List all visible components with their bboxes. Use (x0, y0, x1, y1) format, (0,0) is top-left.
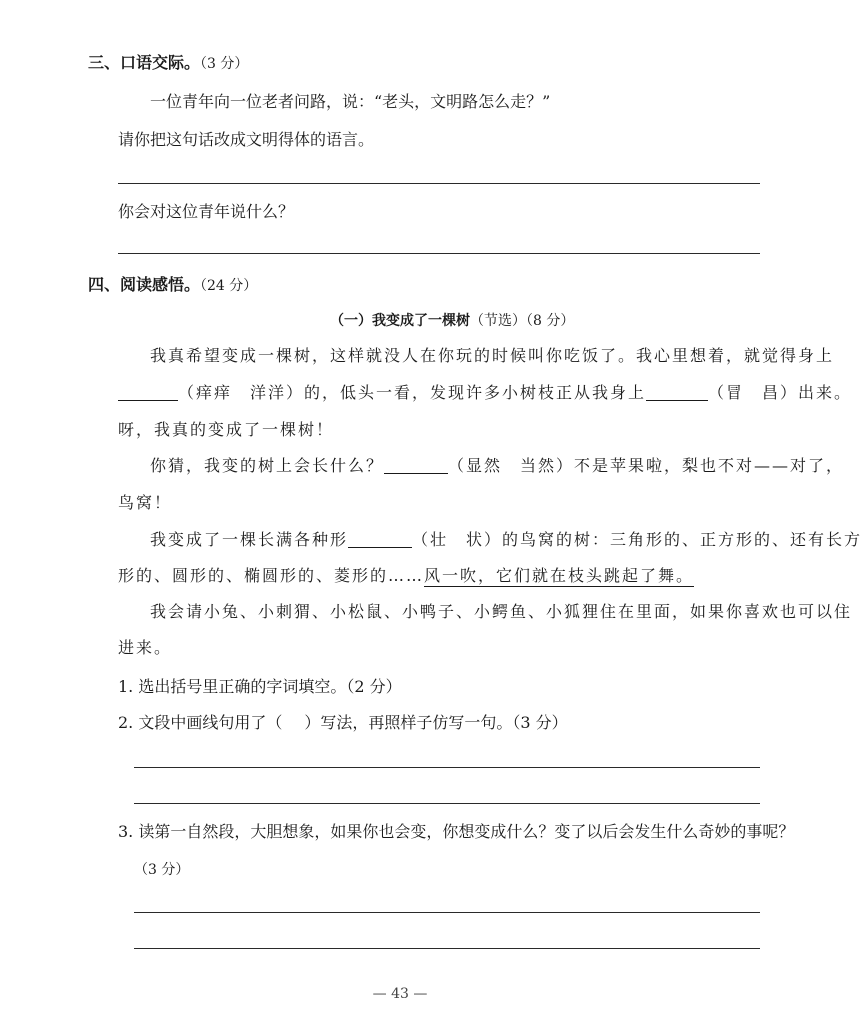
section3-task1: 请你把这句话改成文明得体的语言。 (118, 130, 375, 149)
question-1: 1. 选出括号里正确的字词填空。（2 分） (118, 677, 402, 696)
p1-line2 (118, 383, 852, 403)
answer-line[interactable] (134, 767, 760, 768)
p1-line3: 呀，我真的变成了一棵树！ (118, 420, 335, 439)
p2-line1 (150, 456, 844, 476)
fill-blank[interactable] (118, 400, 178, 401)
section4-heading (88, 275, 257, 296)
fill-blank[interactable] (384, 473, 448, 474)
p1-line2a: （痒痒 洋洋）的，低头一看，发现许多小树枝正从我身上 (178, 383, 647, 402)
passage-title (330, 311, 574, 331)
answer-line[interactable] (134, 948, 760, 949)
section4-score: （24 分） (200, 278, 258, 294)
passage-note: （节选） (470, 313, 526, 329)
underlined-sentence: 风一吹，它们就在枝头跳起了舞。 (424, 566, 695, 585)
passage-title-text: （一）我变成了一棵树 (330, 313, 470, 329)
section3-score: （3 分） (200, 56, 249, 72)
p2-line2: 鸟窝！ (118, 493, 173, 512)
p3-line1b: （壮 状）的鸟窝的树：三角形的、正方形的、还有长方 (412, 530, 862, 549)
p2-line1a: 你猜，我变的树上会长什么？ (150, 456, 385, 475)
section4-title: 四、阅读感悟。 (88, 275, 201, 294)
answer-line[interactable] (134, 803, 760, 804)
fill-blank[interactable] (348, 547, 412, 548)
answer-line[interactable] (118, 183, 760, 184)
p4-line1: 我会请小兔、小刺猬、小松鼠、小鸭子、小鳄鱼、小狐狸住在里面，如果你喜欢也可以住 (150, 602, 853, 621)
fill-blank[interactable] (646, 400, 708, 401)
p4-line2: 进来。 (118, 638, 173, 657)
section3-task2: 你会对这位青年说什么？ (118, 202, 295, 221)
page-number: — 43 — (372, 986, 428, 1002)
answer-line[interactable] (134, 912, 760, 913)
p3-line2 (118, 566, 694, 586)
question-2a: 2. 文段中画线句用了（ (118, 713, 283, 732)
question-2b: ）写法，再照样子仿写一句。（3 分） (304, 713, 568, 732)
section3-heading (88, 53, 248, 74)
p3-line2a: 形的、圆形的、椭圆形的、菱形的…… (118, 566, 425, 585)
p2-line1b: （显然 当然）不是苹果啦，梨也不对——对了， (448, 456, 845, 475)
section3-title: 三、口语交际。 (88, 53, 201, 72)
p1-line2b: （冒 昌）出来。 (708, 383, 853, 402)
p3-line1a: 我变成了一棵长满各种形 (150, 530, 349, 549)
passage-score: （8 分） (526, 313, 575, 329)
p3-line1 (150, 530, 862, 550)
question-2 (118, 713, 568, 733)
p1-line1: 我真希望变成一棵树，这样就没人在你玩的时候叫你吃饭了。我心里想着，就觉得身上 (150, 346, 835, 365)
question-3-score: （3 分） (134, 862, 190, 878)
question-3: 3. 读第一自然段，大胆想象，如果你也会变，你想变成什么？变了以后会发生什么奇妙的事呢？ (118, 822, 795, 841)
section3-prompt: 一位青年向一位老者问路，说：“老头，文明路怎么走？” (150, 92, 551, 111)
answer-line[interactable] (118, 253, 760, 254)
